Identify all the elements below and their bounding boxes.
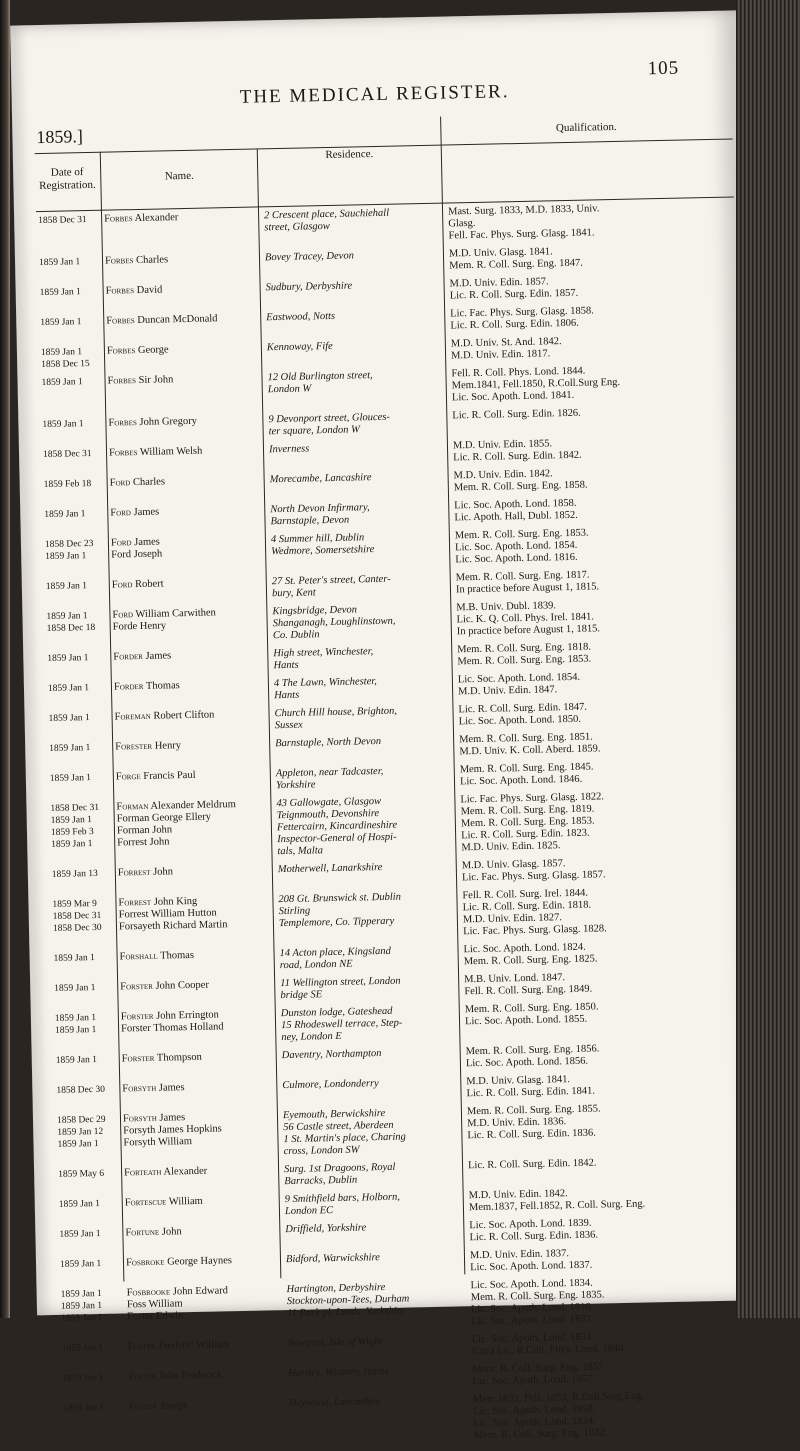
entry-qualification: Lic. R. Coll. Surg. Edin. 1842.: [467, 1157, 597, 1172]
entry-name: [108, 474, 264, 501]
entry-given-names: John: [161, 1226, 182, 1238]
entry-residence: Bidford, Warwickshire: [285, 1252, 380, 1266]
entry-name: [121, 1110, 278, 1161]
entry-name: [110, 606, 267, 645]
entry-name: [126, 1368, 282, 1395]
entry-qualification: Mem. R. Coll. Surg. Eng. 1855. M.D. Univ. Edin. 1836. Lic. R. Coll. Surg. Edin. 1836.: [466, 1103, 601, 1142]
entry-date: 1858 Dec 23 1859 Jan 1: [44, 538, 94, 562]
entry-date: 1859 Jan 1: [42, 419, 84, 431]
entry-given-names: James: [133, 506, 160, 519]
entry-surname: Foreman: [114, 710, 151, 723]
entry-date: 1859 Jan 1 1859 Jan 1: [54, 1013, 97, 1036]
entry-given-names: John Cooper: [155, 979, 210, 992]
entry-given-names: Thomas: [160, 949, 195, 962]
entry-residence: 2 Crescent place, Sauchiehall street, Glasgow: [264, 207, 390, 234]
entry-qualification: M.D. Univ. Edin. 1837. Lic. Soc. Apoth. Lond. 1837.: [469, 1248, 593, 1274]
entry-name: [125, 1284, 282, 1335]
register-entry: [59, 1274, 764, 1337]
entry-residence: Culmore, Londonderry: [282, 1078, 379, 1092]
register-entry: [50, 884, 755, 947]
page-number: 105: [647, 57, 680, 80]
register-entry: [55, 1100, 760, 1163]
entry-given-names: Alexander: [134, 212, 179, 225]
entry-name: [112, 678, 268, 705]
entry-surname: Forbes: [107, 375, 137, 387]
entry-name: [122, 1164, 278, 1191]
entry-surname: Fosbrooke: [126, 1286, 171, 1299]
entry-residence: Barnstaple, North Devon: [275, 735, 382, 750]
entry-given-names: John Errington Forster Thomas Holland: [121, 1009, 224, 1035]
entry-surname: Forester: [115, 740, 153, 753]
entry-name: [107, 444, 263, 471]
entry-given-names: Francis Paul: [143, 769, 196, 782]
register-entries: [36, 200, 763, 1442]
entry-given-names: Joseph: [159, 1400, 189, 1412]
entry-date: 1859 Jan 1: [45, 581, 88, 592]
entry-name: [126, 1338, 282, 1365]
entry-surname: Fosbroke: [125, 1256, 165, 1269]
entry-qualification: Lic. Soc. Apoth. Lond. 1824. Mem. R. Coll. Surg. Eng. 1825.: [463, 941, 598, 968]
entry-qualification: M.D. Univ. Glasg. 1841. Mem. R. Coll. Surg. Eng. 1847.: [448, 246, 583, 272]
entry-date: 1859 Jan 1: [59, 1258, 102, 1270]
register-entry: [44, 596, 749, 647]
entry-residence: Surg. 1st Dragoons, Royal Barracks, Dublin: [283, 1161, 396, 1188]
entry-qualification: M.D. Univ. St. And. 1842. M.D. Univ. Edin. 1817.: [450, 336, 562, 362]
entry-surname: Ford: [110, 507, 132, 519]
entry-surname: Ford: [111, 579, 133, 591]
entry-residence: North Devon Infirmary, Barnstaple, Devon: [270, 502, 370, 528]
entry-date: 1858 Dec 29 1859 Jan 12 1859 Jan 1: [56, 1114, 106, 1150]
entry-residence: 9 Devonport street, Glouces- ter square, London W: [268, 411, 390, 438]
entry-surname: Forster: [120, 1010, 154, 1023]
entry-surname: Forster: [120, 980, 154, 993]
entry-given-names: James: [158, 1082, 185, 1094]
entry-date: 1859 Jan 1: [39, 287, 81, 299]
page-title: THE MEDICAL REGISTER.: [239, 81, 510, 108]
column-header-date: Date of Registration.: [39, 166, 96, 192]
entry-qualification: Mem. R. Coll. Surg. Eng. 1850. Lic. Soc. Apoth. Lond. 1855.: [464, 1001, 599, 1028]
entry-date: 1859 Jan 13: [51, 868, 98, 880]
entry-given-names: Sir John: [138, 374, 174, 386]
entry-surname: Forster: [121, 1052, 155, 1065]
entry-surname: Forder: [113, 680, 144, 693]
entry-given-names: George Haynes: [167, 1255, 233, 1268]
entry-qualification: Mast. Surg. 1833, M.D. 1833, Univ. Glasg. Fell. Fac. Phys. Surg. Glasg. 1841.: [447, 203, 600, 242]
entry-surname: Fortune: [125, 1226, 160, 1239]
entry-date: 1858 Dec 31: [42, 448, 92, 461]
entry-qualification: Lic. Soc. Apoth. Lond. 1839. Lic. R. Coll. Surg. Edin. 1836.: [469, 1217, 599, 1244]
entry-qualification: Lic. Soc. Apoth. Lond. 1833. Extra Lic. R.Coll. Phys. Lond. 1840.: [471, 1331, 627, 1358]
entry-qualification: Lic. Soc. Apoth. Lond. 1854. M.D. Univ. Edin. 1847.: [457, 671, 581, 698]
entry-given-names: Frederic William: [158, 1339, 230, 1352]
entry-qualification: M.D. Univ. Edin. 1842. Mem.1837, Fell.1852, R. Coll. Surg. Eng.: [468, 1188, 646, 1214]
entry-given-names: John King Forrest William Hutton Forsayeth Richard Martin: [118, 895, 228, 933]
entry-residence: Eastwood, Notts: [266, 310, 336, 324]
entry-surname: Forder: [113, 650, 144, 663]
entry-given-names: Thomas: [145, 680, 180, 692]
entry-surname: Forbes: [104, 255, 134, 267]
entry-date: 1859 Jan 1: [62, 1402, 105, 1414]
entry-date: 1859 Jan 1: [49, 773, 92, 784]
entry-residence: 4 Summer hill, Dublin Wedmore, Somersetshire: [270, 532, 375, 558]
entry-given-names: Robert Clifton: [153, 709, 215, 722]
register-entry: [61, 1388, 766, 1451]
entry-given-names: George: [137, 344, 169, 356]
register-entry: [39, 362, 744, 413]
entry-name: [113, 738, 269, 765]
entry-given-names: James Forsyth James Hopkins Forsyth William: [123, 1112, 222, 1149]
entry-given-names: David: [136, 284, 163, 297]
entry-surname: Forbes: [105, 285, 135, 297]
entry-given-names: Henry: [154, 740, 182, 752]
entry-date: 1859 Jan 1 1858 Dec 18: [46, 611, 96, 634]
entry-date: 1859 Jan 1: [47, 653, 89, 664]
entry-name: [109, 534, 266, 573]
entry-date: 1859 Jan 1: [62, 1372, 104, 1384]
entry-qualification: Mem. R. Coll. Surg. Eng. 1851. M.D. Univ. K. Coll. Aberd. 1859.: [459, 731, 601, 758]
entry-date: 1858 Dec 30: [56, 1084, 106, 1096]
entry-surname: Ford: [110, 537, 132, 549]
entry-name: [127, 1398, 284, 1449]
entry-residence: 4 The Lawn, Winchester, Hants: [273, 676, 377, 702]
entry-qualification: Lic. Fac. Phys. Surg. Glasg. 1822. Mem. R. Coll. Surg. Eng. 1819. Mem. R. Coll. Surg. Eng. 1853. Lic. R. Coll. Surg. Edin. 1823. M.D. Univ. Edin. 1825.: [460, 791, 605, 854]
entry-name: [116, 894, 273, 945]
entry-name: [117, 948, 273, 975]
entry-qualification: Lic. Soc. Apoth. Lond. 1834. Mem. R. Coll. Surg. Eng. 1835. Lic. Soc. Apoth. Lond. 1816. Lic. Soc. Apoth. Lond. 1837.: [470, 1277, 605, 1328]
entry-date: 1859 Jan 1: [59, 1228, 101, 1240]
entry-name: [105, 372, 262, 411]
register-page: [10, 10, 763, 1442]
entry-given-names: William: [168, 1195, 203, 1208]
entry-qualification: Mem. R. Coll. Surg. Eng. 1818. Mem. R. Coll. Surg. Eng. 1853.: [457, 641, 592, 668]
entry-given-names: Alexander Meldrum Forman George Ellery Forman John Forrest John: [116, 799, 236, 849]
entry-given-names: Charles: [135, 254, 169, 267]
entry-name: [124, 1254, 280, 1281]
entry-qualification: M.D. Univ. Edin. 1842. Mem. R. Coll. Surg. Eng. 1858.: [453, 468, 588, 494]
entry-residence: Morecambe, Lancashire: [269, 472, 372, 486]
entry-residence: 14 Acton place, Kingsland road, London NE: [279, 945, 391, 972]
entry-given-names: John: [153, 866, 174, 878]
register-entry: [48, 788, 753, 863]
entry-residence: Sudbury, Derbyshire: [265, 280, 353, 294]
column-header-residence: Residence.: [325, 148, 374, 162]
entry-date: 1858 Dec 31 1859 Jan 1 1859 Feb 3 1859 Jan 1: [50, 802, 100, 850]
entry-surname: Forbes: [108, 447, 138, 459]
entry-given-names: John Edward Foss William Foster Edwin: [126, 1285, 229, 1323]
entry-residence: Daventry, Northampton: [281, 1048, 382, 1062]
entry-qualification: M.D. Univ. Glasg. 1857. Lic. Fac. Phys. Surg. Glasg. 1857.: [461, 858, 606, 884]
entry-surname: Foster: [128, 1370, 157, 1383]
entry-surname: Forshall: [119, 950, 158, 963]
entry-qualification: Mem. R. Coll. Surg. Eng. 1856. Lic. Soc. Apoth. Lond. 1856.: [465, 1043, 600, 1070]
entry-name: [120, 1050, 276, 1077]
entry-given-names: James: [145, 650, 172, 662]
entry-name: [110, 576, 266, 603]
entry-surname: Forge: [115, 771, 141, 783]
page-edges: [736, 0, 800, 1318]
entry-surname: Foster: [128, 1400, 158, 1413]
entry-surname: Fortescue: [124, 1196, 167, 1209]
entry-date: 1858 Dec 31: [38, 215, 87, 227]
entry-date: 1859 Jan 1: [49, 743, 91, 754]
entry-date: 1859 Jan 1: [54, 983, 96, 994]
entry-surname: Forrest: [117, 866, 151, 879]
entry-date: 1859 Mar 9 1858 Dec 31 1858 Dec 30: [52, 898, 102, 934]
entry-surname: Forbes: [104, 213, 133, 225]
entry-residence: Kennoway, Fife: [266, 340, 333, 354]
entry-given-names: William Carwithen Forde Henry: [112, 607, 216, 633]
entry-name: [120, 1080, 276, 1107]
entry-surname: Forteath: [124, 1166, 162, 1179]
book-spine-shadow: [0, 0, 10, 1318]
entry-residence: 208 Gt. Brunswick st. Dublin Stirling Templemore, Co. Tipperary: [278, 891, 402, 930]
entry-qualification: Mem. R. Coll. Surg. Eng. 1845. Lic. Soc. Apoth. Lond. 1846.: [459, 761, 594, 788]
entry-surname: Foster: [127, 1340, 156, 1353]
entry-residence: Newport, Isle of Wight: [287, 1336, 383, 1350]
entry-qualification: M.D. Univ. Edin. 1857. Lic. R. Coll. Surg. Edin. 1857.: [449, 276, 579, 302]
entry-date: 1859 Jan 1: [44, 509, 86, 520]
register-entry: [43, 524, 748, 575]
year-marker: 1859.]: [36, 126, 84, 148]
entry-residence: Kingsbridge, Devon Shanganagh, Loughlinstown, Co. Dublin: [272, 604, 396, 642]
entry-residence: 9 Smithfield bars, Holborn, London EC: [284, 1191, 401, 1218]
entry-surname: Forbes: [108, 417, 137, 429]
entry-residence: Hartington, Derbyshire Stockton-upon-Tees, Durham 11 Park pl. Leeds, Yorkshire: [286, 1282, 410, 1320]
entry-qualification: Fell. R. Coll. Phys. Lond. 1844. Mem.1841, Fell.1850, R.Coll.Surg Eng. Lic. Soc. Apoth. Lond. 1841.: [451, 365, 621, 404]
entry-given-names: Duncan McDonald: [137, 313, 218, 327]
entry-given-names: William Welsh: [139, 445, 203, 458]
entry-date: 1859 Jan 1: [47, 683, 90, 694]
entry-date: 1859 Jan 1: [48, 713, 90, 724]
entry-date: 1859 May 6: [58, 1168, 105, 1180]
entry-qualification: Mem. R. Coll. Surg. Eng. 1857. Lic. Soc. Apoth. Lond. 1857.: [472, 1361, 607, 1388]
entry-name: [118, 978, 274, 1005]
entry-given-names: Charles: [132, 476, 166, 489]
entry-qualification: Fell. R. Coll. Surg. Irel. 1844. Lic. R. Coll. Surg. Edin. 1818. M.D. Univ. Edin. 1827. Lic. Fac. Phys. Surg. Glasg. 1828.: [462, 887, 607, 938]
entry-name: [123, 1194, 279, 1221]
entry-residence: High street, Winchester, Hants: [273, 646, 374, 672]
entry-residence: 11 Wellington street, London bridge SE: [280, 975, 401, 1002]
entry-qualification: Mem.1832, Fell. 1852, R.Coll.Surg.Eng. Lic. Soc. Apoth. Lond. 1858. Lic. Soc. Apoth. Lond. 1824. Mem. R. Coll. Surg. Eng. 1832.: [472, 1390, 645, 1442]
entry-qualification: Lic. Fac. Phys. Surg. Glasg. 1858. Lic. R. Coll. Surg. Edin. 1806.: [450, 305, 594, 332]
entry-name: [104, 312, 260, 339]
entry-date: 1859 Jan 1: [41, 377, 83, 389]
entry-qualification: Lic. R. Coll. Surg. Edin. 1847. Lic. Soc. Apoth. Lond. 1850.: [458, 701, 588, 728]
entry-residence: 43 Gallowgate, Glasgow Teignmouth, Devonshire Fettercairn, Kincardineshire Inspector-General of Hospi- tals, Malta: [276, 796, 398, 858]
entry-name: [103, 252, 259, 279]
entry-date: 1859 Jan 1: [61, 1342, 104, 1354]
entry-name: [114, 798, 271, 861]
entry-given-names: Thompson: [156, 1051, 202, 1064]
entry-given-names: John Frederick: [158, 1369, 222, 1382]
register-entry: [53, 998, 758, 1049]
entry-date: 1859 Jan 1: [58, 1198, 101, 1210]
entry-date: 1859 Jan 1: [53, 953, 95, 964]
entry-name: [108, 504, 264, 531]
entry-name: [116, 864, 272, 891]
entry-surname: Ford: [109, 477, 131, 489]
entry-qualification: Lic. Soc. Apoth. Lond. 1858. Lic. Apoth. Hall, Dubl. 1852.: [454, 497, 578, 524]
entry-residence: Appleton, near Tadcaster, Yorkshire: [275, 765, 384, 792]
entry-name: [123, 1224, 279, 1251]
entry-qualification: M.B. Univ. Lond. 1847. Fell. R. Coll. Surg. Eng. 1849.: [464, 972, 593, 998]
entry-name: [104, 282, 260, 309]
entry-name: [112, 708, 268, 735]
entry-residence: Eyemouth, Berwickshire 56 Castle street, Aberdeen 1 St. Martin's place, Charing cross, London SW: [282, 1107, 406, 1158]
entry-residence: Hartley, Wintney, Hants: [288, 1365, 389, 1380]
entry-residence: Heywood, Lancashire: [288, 1396, 381, 1410]
entry-given-names: Robert: [134, 578, 164, 591]
entry-residence: Driffield, Yorkshire: [285, 1222, 367, 1236]
entry-qualification: M.D. Univ. Edin. 1855. Lic. R. Coll. Surg. Edin. 1842.: [452, 438, 582, 464]
entry-name: [106, 414, 262, 441]
entry-name: [105, 342, 261, 369]
entry-given-names: Alexander: [163, 1165, 208, 1178]
column-header-name: Name.: [164, 169, 194, 183]
entry-residence: Inverness: [268, 443, 310, 456]
entry-qualification: M.B. Univ. Dubl. 1839. Lic. K. Q. Coll. Phys. Irel. 1841. In practice before August 1, 1815.: [456, 600, 601, 638]
entry-surname: Forman: [116, 800, 149, 813]
entry-surname: Forbes: [106, 315, 135, 327]
entry-given-names: John Gregory: [139, 415, 198, 428]
entry-date: 1859 Jan 1: [40, 317, 82, 329]
entry-name: [114, 768, 270, 795]
entry-surname: Ford: [112, 609, 134, 621]
entry-surname: Forrest: [118, 896, 152, 909]
entry-date: 1859 Jan 1: [55, 1055, 98, 1066]
entry-given-names: James Ford Joseph: [111, 536, 163, 561]
entry-residence: Dunston lodge, Gateshead 15 Rhodeswell terrace, Step- ney, London E: [280, 1005, 403, 1044]
entry-qualification: Mem. R. Coll. Surg. Eng. 1817. In practice before August 1, 1815.: [455, 569, 600, 596]
entry-residence: 12 Old Burlington street, London W: [267, 370, 373, 396]
column-header-qualification: Qualification.: [555, 120, 617, 135]
entry-surname: Forsyth: [122, 1112, 157, 1125]
entry-date: 1859 Jan 1: [38, 257, 81, 269]
entry-residence: Bovey Tracey, Devon: [264, 250, 355, 264]
entry-surname: Forbes: [106, 345, 136, 357]
entry-qualification: Lic. R. Coll. Surg. Edin. 1826.: [452, 407, 581, 422]
entry-qualification: Mem. R. Coll. Surg. Eng. 1853. Lic. Soc. Apoth. Lond. 1854. Lic. Soc. Apoth. Lond. 1816.: [454, 527, 589, 566]
entry-residence: Church Hill house, Brighton, Sussex: [274, 705, 398, 732]
entry-residence: Motherwell, Lanarkshire: [277, 861, 383, 876]
entry-date: 1859 Feb 18: [43, 479, 92, 490]
entry-name: [102, 210, 259, 249]
entry-date: 1859 Jan 1 1859 Jan 1 1859 Jan 1: [60, 1288, 103, 1324]
entry-date: 1859 Jan 1 1858 Dec 15: [40, 347, 90, 371]
entry-qualification: M.D. Univ. Glasg. 1841. Lic. R. Coll. Surg. Edin. 1841.: [466, 1074, 596, 1100]
entry-name: [119, 1008, 276, 1047]
entry-surname: Forsyth: [122, 1082, 157, 1095]
entry-name: [111, 648, 267, 675]
entry-residence: 27 St. Peter's street, Canter- bury, Kent: [271, 573, 391, 600]
